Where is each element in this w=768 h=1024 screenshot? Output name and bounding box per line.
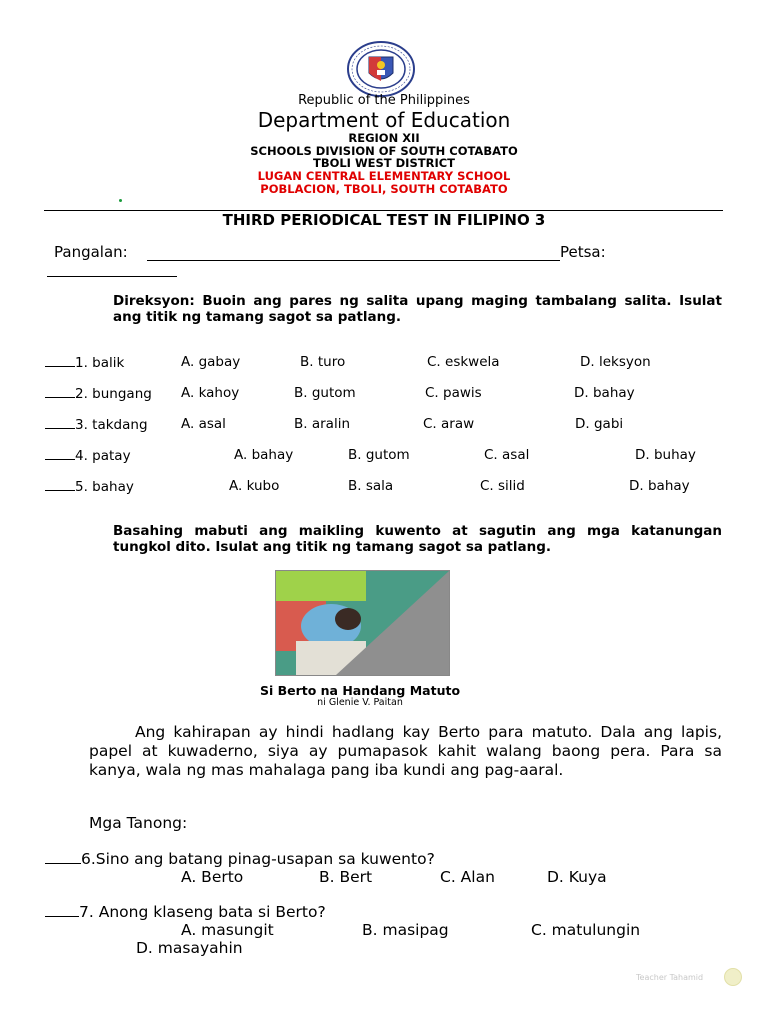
item-2-choice-b: B. gutom [294,385,356,401]
item-label: 5. bahay [75,479,134,495]
department-title: Department of Education [257,108,511,132]
story-illustration [275,570,450,676]
answer-blank[interactable] [45,478,75,491]
item-3-choice-d: D. gabi [575,416,624,432]
item-4-choice-c: C. asal [484,447,530,463]
item-5-choice-c: C. silid [480,478,525,494]
item-5-choice-a: A. kubo [229,478,280,494]
school-address: POBLACION, TBOLI, SOUTH COTABATO [260,182,508,196]
item-label: 1. balik [75,355,125,371]
q6-choice-c: C. Alan [440,868,495,886]
item-4-number[interactable] [45,447,131,464]
q7-choice-b: B. masipag [362,921,449,939]
item-3-choice-c: C. araw [423,416,475,432]
item-5-choice-b: B. sala [348,478,394,494]
q7-choice-d: D. masayahin [136,939,243,957]
q7-choice-c: C. matulungin [531,921,641,939]
answer-blank[interactable] [45,904,79,917]
deped-seal [346,41,416,97]
answer-blank[interactable] [45,447,75,460]
answer-blank[interactable] [45,354,75,367]
questions-label: Mga Tanong: [89,814,188,832]
item-label: 4. patay [75,448,131,464]
date-label: Petsa: [560,243,606,261]
item-3-choice-a: A. asal [181,416,226,432]
item-3-number[interactable] [45,416,148,433]
item-1-choice-d: D. leksyon [580,354,651,370]
item-4-choice-b: B. gutom [348,447,410,463]
part1-direction: Direksyon: Buoin ang pares ng salita upang maging tambalang salita. Isulat ang titik ng tamang sagot sa patlang. [113,293,722,325]
school-name: LUGAN CENTRAL ELEMENTARY SCHOOL [257,169,511,183]
item-5-number[interactable] [45,478,134,495]
story-author: ni Glenie V. Paitan [317,697,403,708]
item-3-choice-b: B. aralin [294,416,350,432]
item-2-choice-c: C. pawis [425,385,482,401]
republic-text: Republic of the Philippines [298,93,470,108]
item-2-choice-d: D. bahay [574,385,635,401]
item-2-choice-a: A. kahoy [181,385,240,401]
item-5-choice-d: D. bahay [629,478,690,494]
watermark-text: Teacher Tahamid [636,973,704,982]
answer-blank[interactable] [45,851,81,864]
region-text: REGION XII [348,131,420,145]
item-label: 3. takdang [75,417,148,433]
story-text: Ang kahirapan ay hindi hadlang kay Berto para matuto. Dala ang lapis, papel at kuwaderno, siya ay pumapasok kahit walang baong pera. Para sa kanya, wala ng mas mahalaga pang iba kundi ang pag-aaral. [89,723,722,779]
division-text: SCHOOLS DIVISION OF SOUTH COTABATO [250,144,518,158]
item-1-choice-a: A. gabay [181,354,241,370]
answer-blank[interactable] [45,385,75,398]
item-1-number[interactable] [45,354,124,371]
item-1-choice-b: B. turo [300,354,346,370]
question-text: 6.Sino ang batang pinag-usapan sa kuwento? [81,850,435,868]
story-title: Si Berto na Handang Matuto [259,683,461,698]
answer-blank[interactable] [45,416,75,429]
q6-choice-d: D. Kuya [547,868,607,886]
question-text: 7. Anong klaseng bata si Berto? [79,903,326,921]
item-2-number[interactable] [45,385,152,402]
name-label: Pangalan: [54,243,128,261]
q7-choice-a: A. masungit [181,921,274,939]
name-field[interactable] [147,260,560,261]
q6-choice-a: A. Berto [181,868,244,886]
district-text: TBOLI WEST DISTRICT [312,156,456,170]
question-6[interactable] [45,850,435,868]
test-title: THIRD PERIODICAL TEST IN FILIPINO 3 [222,211,546,229]
item-4-choice-d: D. buhay [635,447,696,463]
part2-direction: Basahing mabuti ang maikling kuwento at sagutin ang mga katanungan tungkol dito. Isulat ang titik ng tamang sagot sa patlang. [113,523,722,555]
q6-choice-b: B. Bert [319,868,373,886]
green-dot [119,199,122,202]
item-4-choice-a: A. bahay [234,447,294,463]
smiley-icon [724,968,742,986]
item-1-choice-c: C. eskwela [427,354,500,370]
question-7[interactable] [45,903,326,921]
item-label: 2. bungang [75,386,152,402]
date-field[interactable] [47,276,177,277]
